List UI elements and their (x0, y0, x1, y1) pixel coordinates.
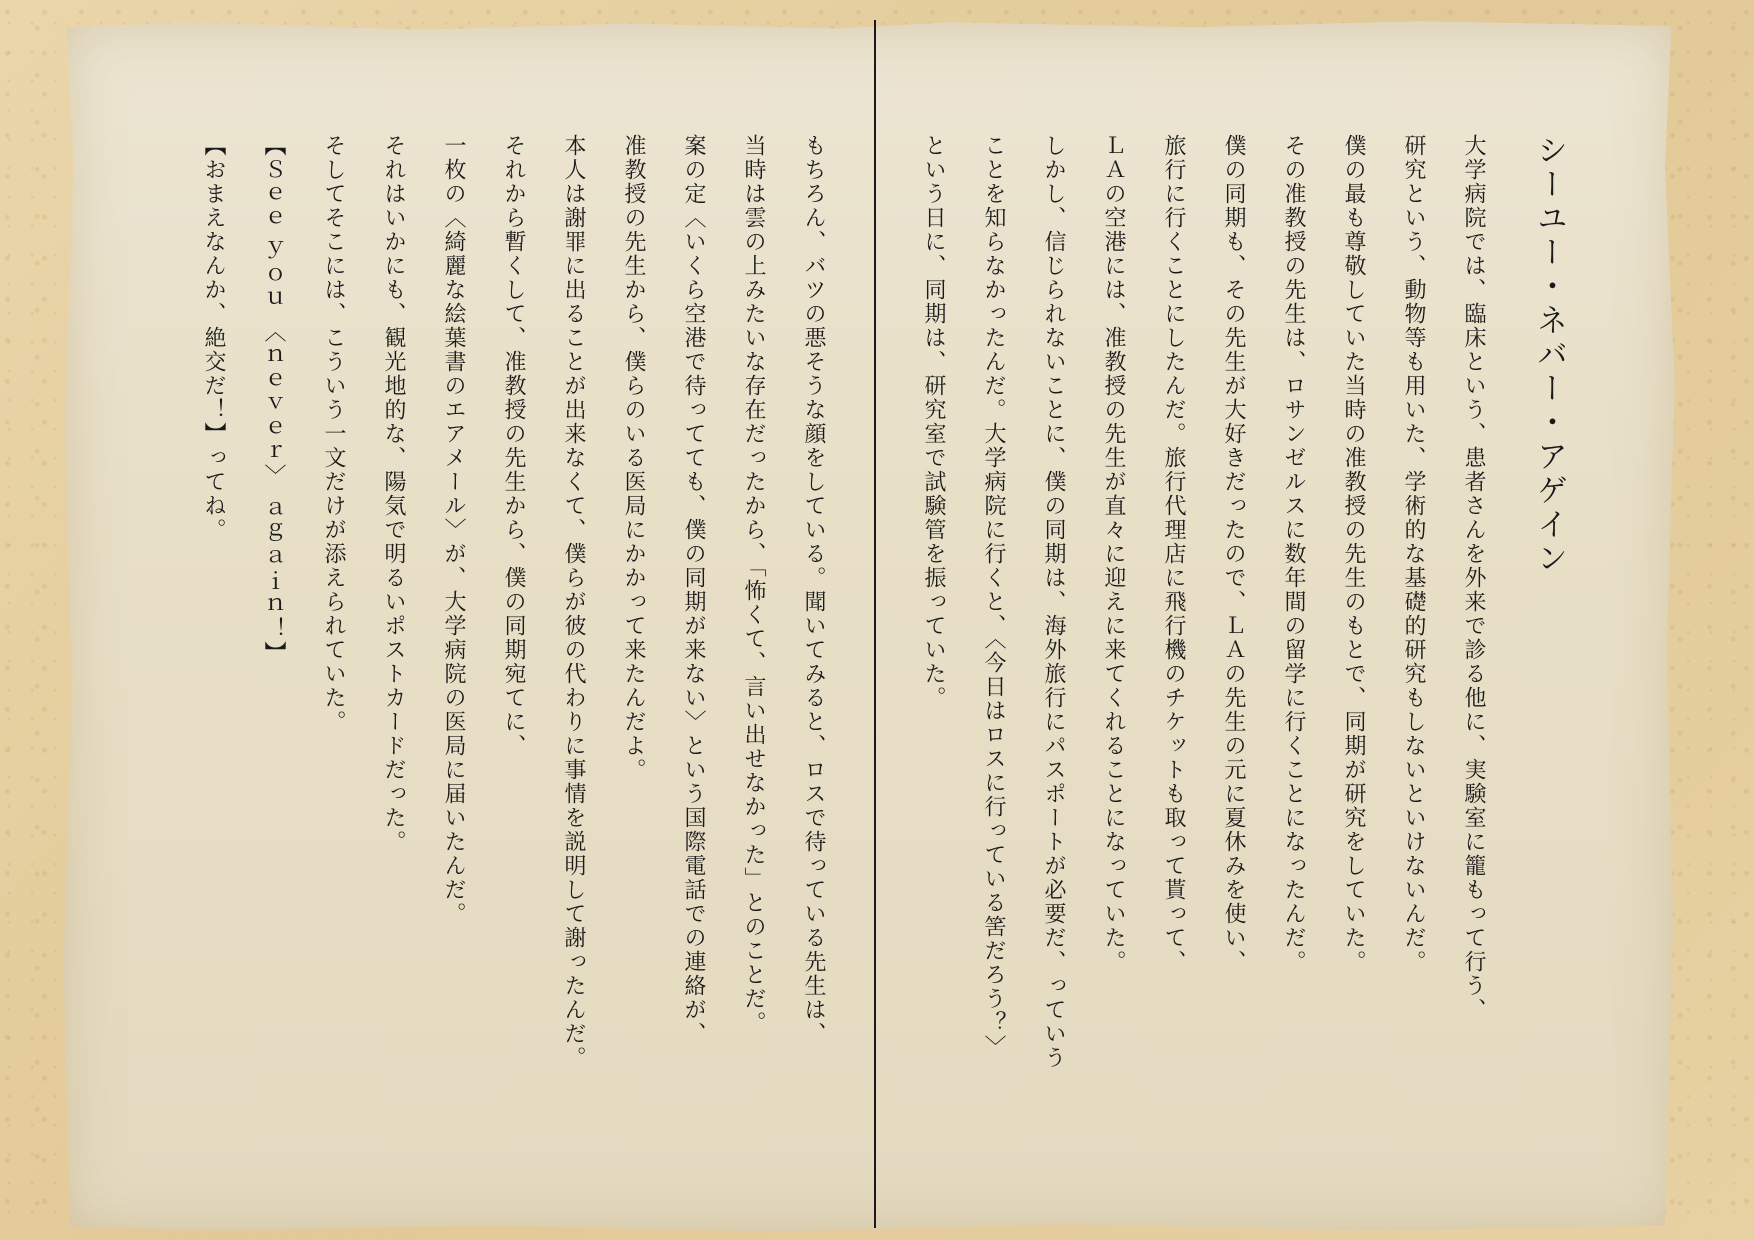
left-page-line: それから暫くして、准教授の先生から、僕の同期宛てに、 (501, 134, 526, 758)
left-page-line: もちろん、バツの悪そうな顔をしている。聞いてみると、ロスで待っている先生は、 (801, 134, 826, 1046)
left-page-line: 【おまえなんか、絶交だ！】ってね。 (201, 134, 226, 542)
left-page-line: それはいかにも、観光地的な、陽気で明るいポストカードだった。 (381, 134, 406, 854)
left-page-line: 案の定〈いくら空港で待ってても、僕の同期が来ない〉という国際電話での連絡が、 (681, 134, 706, 1046)
right-page-line: という日に、同期は、研究室で試験管を振っていた。 (921, 134, 946, 710)
left-page-line: 当時は雲の上みたいな存在だったから、「怖くて、言い出せなかった」とのことだ。 (741, 134, 766, 1035)
right-page-line: しかし、信じられないことに、僕の同期は、海外旅行にパスポートが必要だ、っていう (1041, 134, 1066, 1070)
left-page-line: 【Ｓｅｅ ｙｏｕ 〈ｎｅｖｅｒ〉 ａｇａｉｎ！】 (261, 134, 286, 665)
story-title: シーユー・ネバー・アゲイン (1531, 134, 1567, 576)
left-page-line: 准教授の先生から、僕らのいる医局にかかって来たんだよ。 (621, 134, 646, 782)
right-page-line: その准教授の先生は、ロサンゼルスに数年間の留学に行くことになったんだ。 (1281, 134, 1306, 974)
right-page-line: 旅行に行くことにしたんだ。旅行代理店に飛行機のチケットも取って貰って、 (1161, 134, 1186, 974)
right-page-line: 大学病院では、臨床という、患者さんを外来で診る他に、実験室に籠もって行う、 (1461, 134, 1486, 1022)
right-page-line: ことを知らなかったんだ。大学病院に行くと、〈今日はロスに行っている筈だろう？〉 (981, 134, 1006, 1059)
left-page-line: 一枚の〈綺麗な絵葉書のエアメール〉が、大学病院の医局に届いたんだ。 (441, 134, 466, 926)
right-page-line: 僕の最も尊敬していた当時の准教授の先生のもとで、同期が研究をしていた。 (1341, 134, 1366, 974)
paper-sheet (62, 20, 1678, 1234)
right-page-line: ＬＡの空港には、准教授の先生が直々に迎えに来てくれることになっていた。 (1101, 134, 1126, 974)
right-page-line: 研究という、動物等も用いた、学術的な基礎的研究もしないといけないんだ。 (1401, 134, 1426, 974)
right-page-line: 僕の同期も、その先生が大好きだったので、ＬＡの先生の元に夏休みを使い、 (1221, 134, 1246, 974)
left-page-line: そしてそこには、こういう一文だけが添えられていた。 (321, 134, 346, 734)
page-divider (874, 20, 876, 1228)
left-page-line: 本人は謝罪に出ることが出来なくて、僕らが彼の代わりに事情を説明して謝ったんだ。 (561, 134, 586, 1070)
